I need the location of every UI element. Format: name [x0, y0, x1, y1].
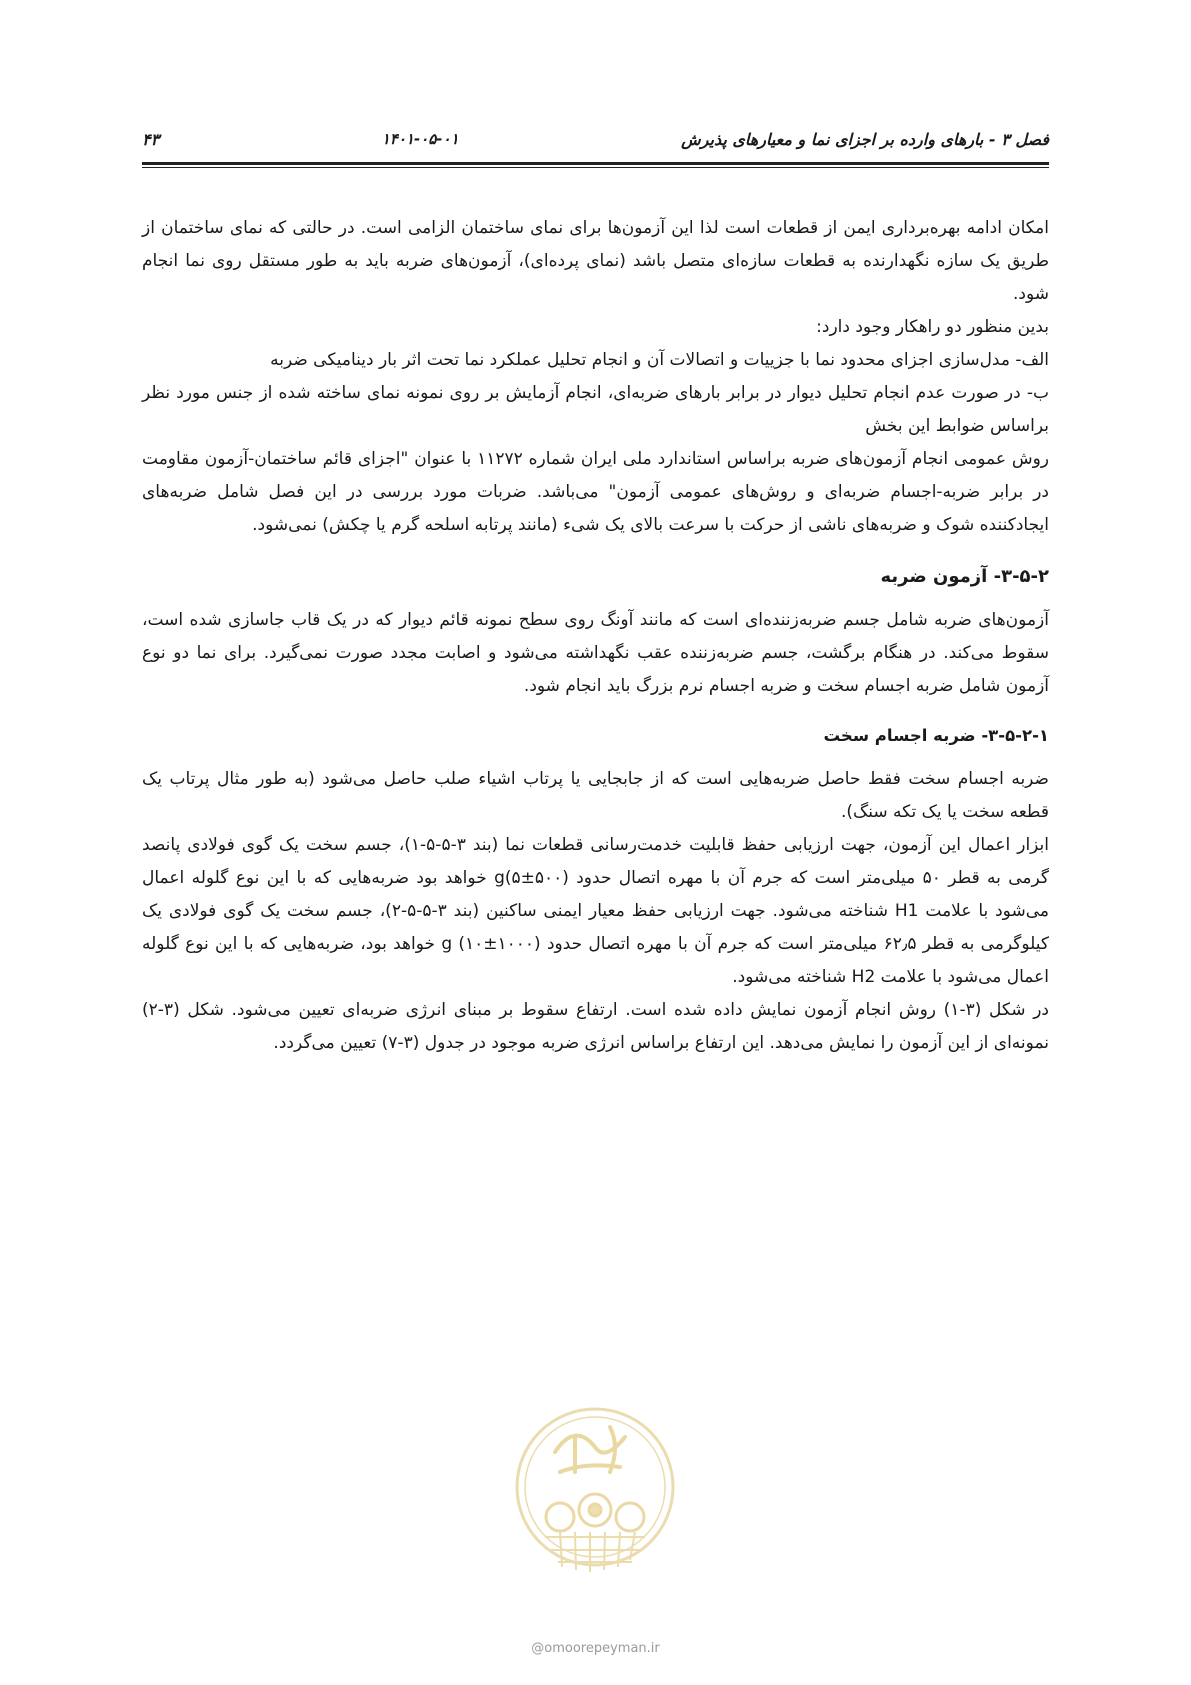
- watermark-url: @omoorepeyman.ir: [531, 1641, 660, 1656]
- revision-date: ۱۴۰۱-۰۵-۰۱: [381, 130, 459, 148]
- watermark-logo: [500, 1392, 690, 1632]
- chapter-title: فصل ۳ - بارهای وارده بر اجزای نما و معیارهای پذیرش: [681, 129, 1049, 149]
- paragraph: در شکل (۳-۱) روش انجام آزمون نمایش داده شده است. ارتفاع سقوط بر مبنای انرژی ضربه‌ای تعیین می‌شود. شکل (۳-۲) نمونه‌ای از این آزمون را نمایش می‌دهد. این ارتفاع براساس انرژی ضربه موجود در جدول (۳-۷) تعیین می‌گردد.: [142, 1000, 1049, 1053]
- paragraph: بدین منظور دو راهکار وجود دارد:: [816, 317, 1049, 337]
- page-number: ۴۳: [142, 129, 160, 149]
- watermark-seal-icon: [500, 1392, 690, 1632]
- page-header: [142, 124, 1049, 154]
- paragraph: ضربه اجسام سخت فقط حاصل ضربه‌هایی است که از جابجایی یا پرتاب اشیاء صلب حاصل می‌شود (به طور مثال پرتاب یک قطعه سخت یا یک تکه سنگ).: [142, 769, 1049, 822]
- header-rule-thick: [142, 162, 1049, 165]
- paragraph: الف- مدل‌سازی اجزای محدود نما با جزییات و اتصالات آن و انجام تحلیل عملکرد نما تحت اثر بار دینامیکی ضربه: [270, 350, 1049, 370]
- paragraph: امکان ادامه بهره‌برداری ایمن از قطعات است لذا این آزمون‌ها برای نمای ساختمان الزامی است. در حالتی که نمای ساختمان از طریق یک سازه نگهدارنده به قطعات سازه‌ای متصل باشد (نمای پرده‌ای)، آزمون‌های ضربه باید به طور مستقل روی نما انجام شود.: [142, 218, 1049, 304]
- paragraph: ابزار اعمال این آزمون، جهت ارزیابی حفظ قابلیت خدمت‌رسانی قطعات نما (بند ۳-۵-۵-۱)، جسم سخت یک گوی فولادی پانصد گرمی به قطر ۵۰ میلی‌متر است که جرم آن با مهره اتصال حدود g(۵±۵۰۰) خواهد بود ضربه‌هایی که با این نوع گلوله اعمال می‌شود با علامت H1 شناخته می‌شود. جهت ارزیابی حفظ معیار ایمنی ساکنین (بند ۳-۵-۵-۲)، جسم سخت یک گوی فولادی یک کیلوگرمی به قطر ۶۲٫۵ میلی‌متر است که جرم آن با مهره اتصال حدود g (۱۰±۱۰۰۰) خواهد بود، ضربه‌هایی که با این نوع گلوله اعمال می‌شود با علامت H2 شناخته می‌شود.: [142, 835, 1050, 987]
- subsection-heading-hard-body: ۳-۵-۲-۱- ضربه اجسام سخت: [823, 726, 1049, 745]
- header-rule-thin: [142, 167, 1049, 168]
- paragraph: ب- در صورت عدم انجام تحلیل دیوار در برابر بارهای ضربه‌ای، انجام آزمایش بر روی نمونه نمای ساخته شده از جنس مورد نظر براساس ضوابط این بخش: [142, 383, 1049, 436]
- paragraph: آزمون‌های ضربه شامل جسم ضربه‌زننده‌ای است که مانند آونگ روی سطح نمونه قائم دیوار که در یک قاب جاسازی شده است، سقوط می‌کند. در هنگام برگشت، جسم ضربه‌زننده عقب نگهداشته می‌شود و اصابت مجدد صورت نمی‌گیرد. برای نما دو نوع آزمون شامل ضربه اجسام سخت و ضربه اجسام نرم بزرگ باید انجام شود.: [142, 610, 1049, 696]
- section-heading-impact-test: ۳-۵-۲- آزمون ضربه: [880, 566, 1049, 587]
- document-body: [142, 212, 1049, 1060]
- paragraph: روش عمومی انجام آزمون‌های ضربه براساس استاندارد ملی ایران شماره ۱۱۲۷۲ با عنوان "اجزای قائم ساختمان-آزمون مقاومت در برابر ضربه-اجسام ضربه‌ای و روش‌های عمومی آزمون" می‌باشد. ضربات مورد بررسی در این فصل شامل ضربه‌های ایجادکننده شوک و ضربه‌های ناشی از حرکت با سرعت بالای یک شیء (مانند پرتابه اسلحه گرم یا چکش) نمی‌شود.: [142, 449, 1049, 535]
